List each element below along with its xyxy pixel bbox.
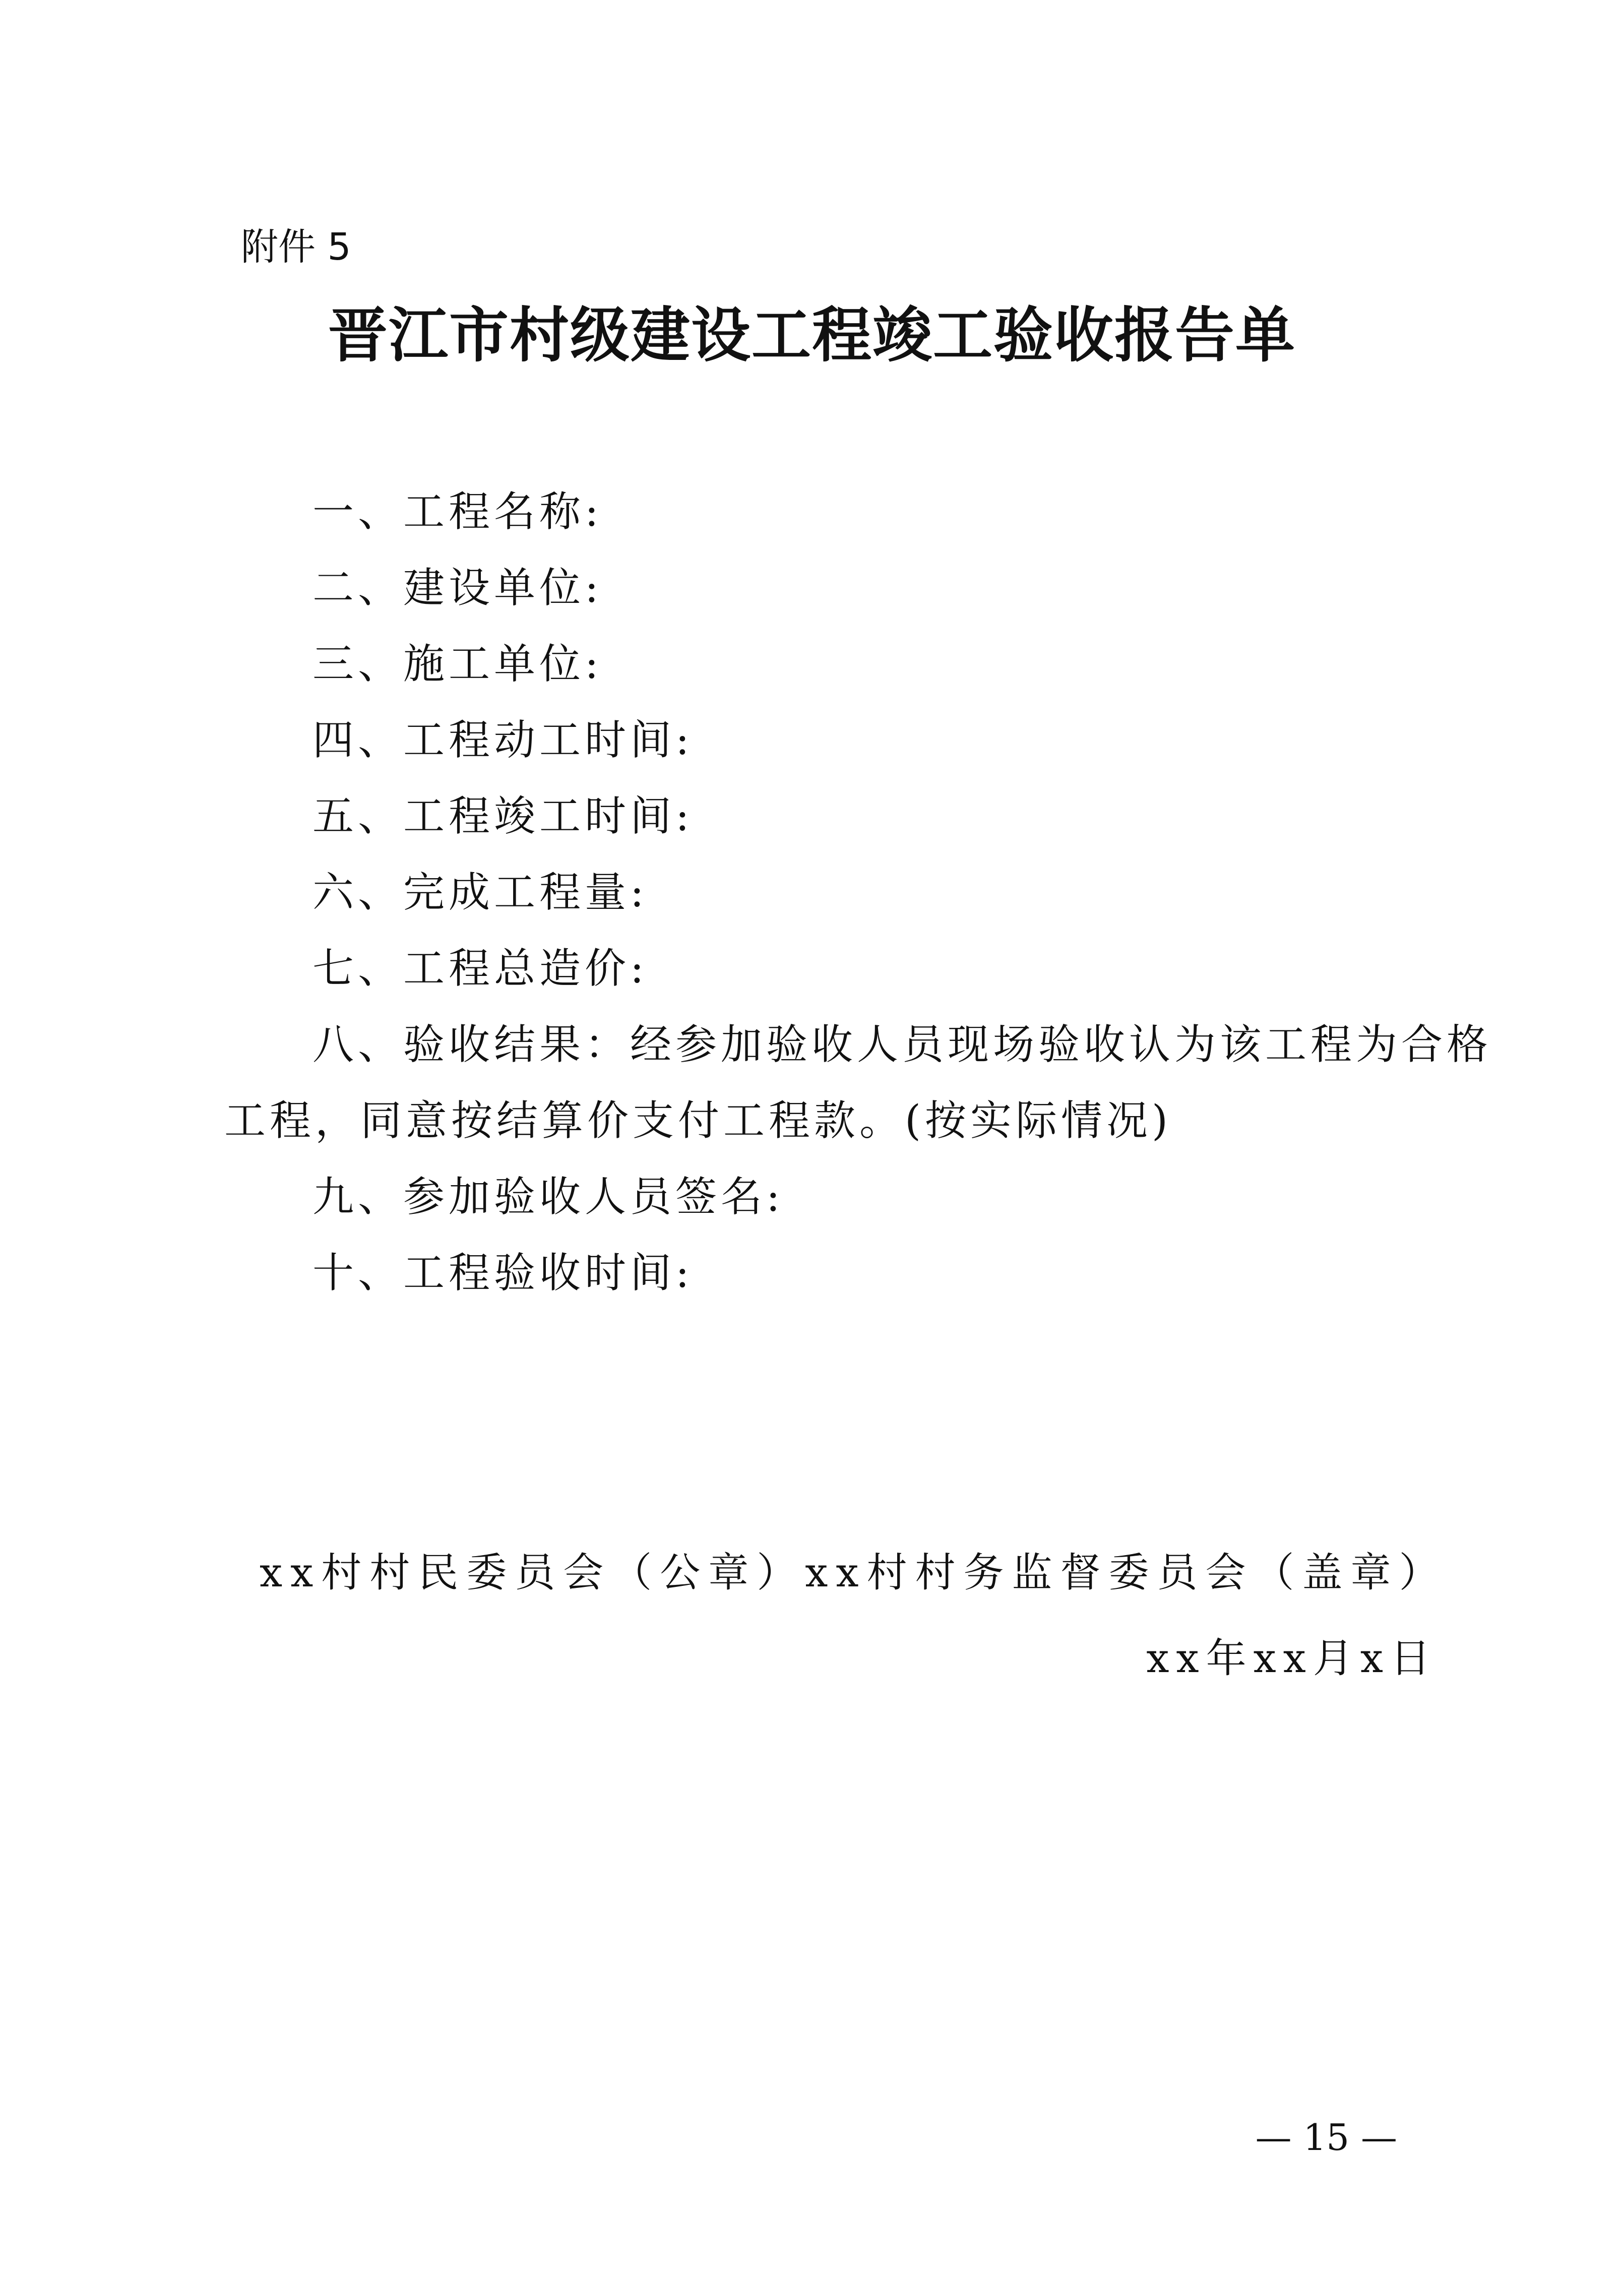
date-line: xx年xx月x日: [1146, 1635, 1438, 1682]
field-start-date: 四、工程动工时间:: [313, 716, 694, 764]
field-acceptance-date: 十、工程验收时间:: [313, 1249, 694, 1297]
field-acceptance-result-continued: 工程，同意按结算价支付工程款。(按实际情况): [224, 1097, 1172, 1145]
field-construction-unit: 二、建设单位:: [313, 564, 603, 612]
field-work-quantity: 六、完成工程量:: [313, 869, 648, 916]
field-list: [224, 474, 1492, 1311]
field-total-cost: 七、工程总造价:: [313, 945, 648, 993]
field-project-name: 一、工程名称:: [313, 488, 603, 536]
field-inspector-signatures: 九、参加验收人员签名:: [313, 1173, 784, 1221]
field-completion-date: 五、工程竣工时间:: [313, 792, 694, 840]
seal-line: xx村村民委员会（公章）xx村村务监督委员会（盖章）: [260, 1549, 1448, 1596]
attachment-label: 附件 5: [241, 225, 351, 269]
field-acceptance-result: 八、验收结果：经参加验收人员现场验收认为该工程为合格: [313, 1021, 1492, 1069]
page-number: — 15 —: [1255, 2116, 1397, 2159]
document-title: 晋江市村级建设工程竣工验收报告单: [328, 300, 1296, 370]
field-contractor-unit: 三、施工单位:: [313, 640, 603, 688]
